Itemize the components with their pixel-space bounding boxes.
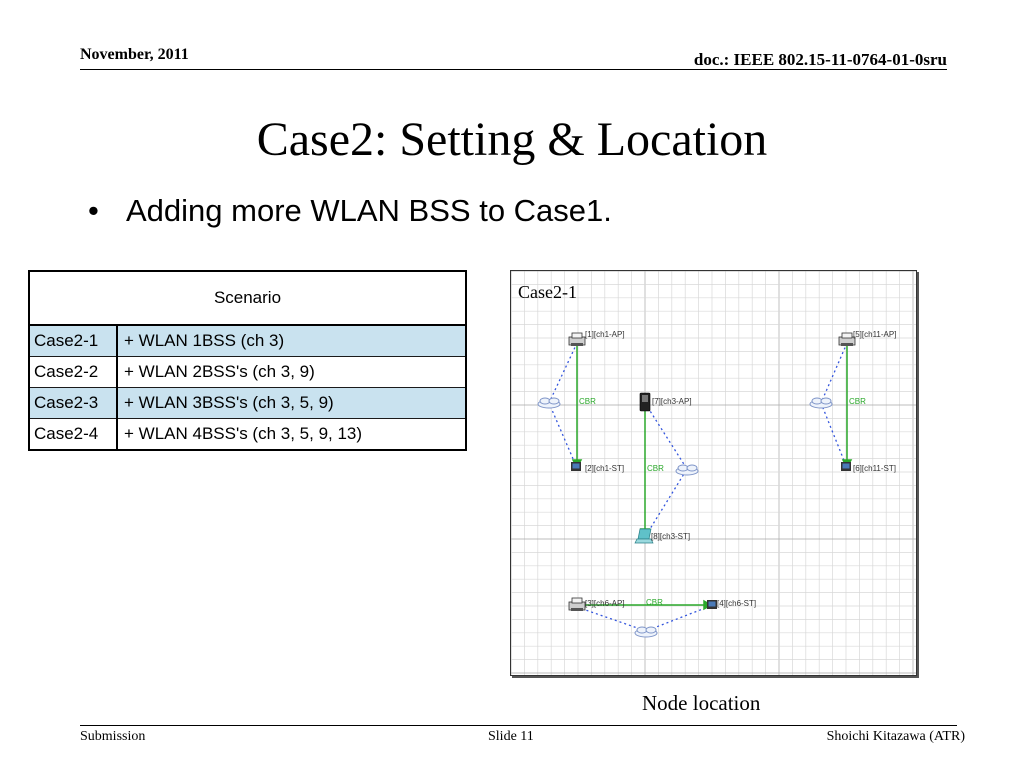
- cbr-label: CBR: [849, 397, 866, 406]
- node-label: [1][ch1-AP]: [585, 330, 625, 339]
- station-icon: [841, 462, 851, 471]
- station-icon: [571, 462, 581, 471]
- node-label: [4][ch6-ST]: [717, 599, 757, 608]
- table-row: [29, 388, 466, 419]
- header-date: November, 2011: [80, 46, 189, 63]
- wireless-links: [549, 343, 847, 631]
- desc-cell: + WLAN 4BSS's (ch 3, 5, 9, 13): [117, 419, 466, 451]
- node-label: [6][ch11-ST]: [853, 464, 896, 473]
- case-cell: Case2-4: [29, 419, 117, 451]
- scenario-table: [28, 270, 467, 451]
- node-location-caption: Node location: [642, 691, 761, 715]
- ap-icon: [569, 333, 585, 346]
- footer-submission: Submission: [80, 729, 146, 744]
- header-rule: [80, 69, 947, 70]
- footer-slide-number: Slide 11: [488, 729, 534, 744]
- panel-title: Case2-1: [518, 282, 577, 302]
- header-doc-id: doc.: IEEE 802.15-11-0764-01-0sru: [693, 50, 947, 69]
- bullet-glyph: •: [88, 193, 99, 228]
- case-cell: Case2-3: [29, 388, 117, 419]
- node-map: [511, 271, 916, 675]
- slide-title: Case2: Setting & Location: [256, 113, 768, 166]
- cbr-label: CBR: [646, 598, 663, 607]
- node-label: [2][ch1-ST]: [585, 464, 625, 473]
- desc-cell: + WLAN 1BSS (ch 3): [117, 325, 466, 357]
- phone-icon: [640, 393, 650, 411]
- desc-cell: + WLAN 2BSS's (ch 3, 9): [117, 357, 466, 388]
- table-header-cell: Scenario: [29, 271, 466, 325]
- desc-cell: + WLAN 3BSS's (ch 3, 5, 9): [117, 388, 466, 419]
- case-cell: Case2-1: [29, 325, 117, 357]
- footer-rule: [80, 725, 957, 726]
- table-row: [29, 419, 466, 451]
- footer-author: Shoichi Kitazawa (ATR): [826, 729, 965, 744]
- node-label: [3][ch6-AP]: [585, 599, 625, 608]
- ap-icon: [569, 598, 585, 611]
- table-row: [29, 325, 466, 357]
- cloud-icon: [676, 465, 698, 475]
- cloud-icon: [538, 398, 560, 408]
- station-icon: [707, 600, 717, 609]
- cloud-icon: [810, 398, 832, 408]
- node-label: [8][ch3-ST]: [651, 532, 691, 541]
- cbr-label: CBR: [647, 464, 664, 473]
- bullet-text: Adding more WLAN BSS to Case1.: [126, 193, 612, 228]
- bullet-item: [88, 193, 612, 229]
- table-row: [29, 357, 466, 388]
- table-header-row: [29, 271, 466, 325]
- case-cell: Case2-2: [29, 357, 117, 388]
- node-label: [5][ch11-AP]: [853, 330, 897, 339]
- node-location-panel: [510, 270, 917, 676]
- cbr-label: CBR: [579, 397, 596, 406]
- cloud-icon: [635, 627, 657, 637]
- node-label: [7][ch3-AP]: [652, 397, 692, 406]
